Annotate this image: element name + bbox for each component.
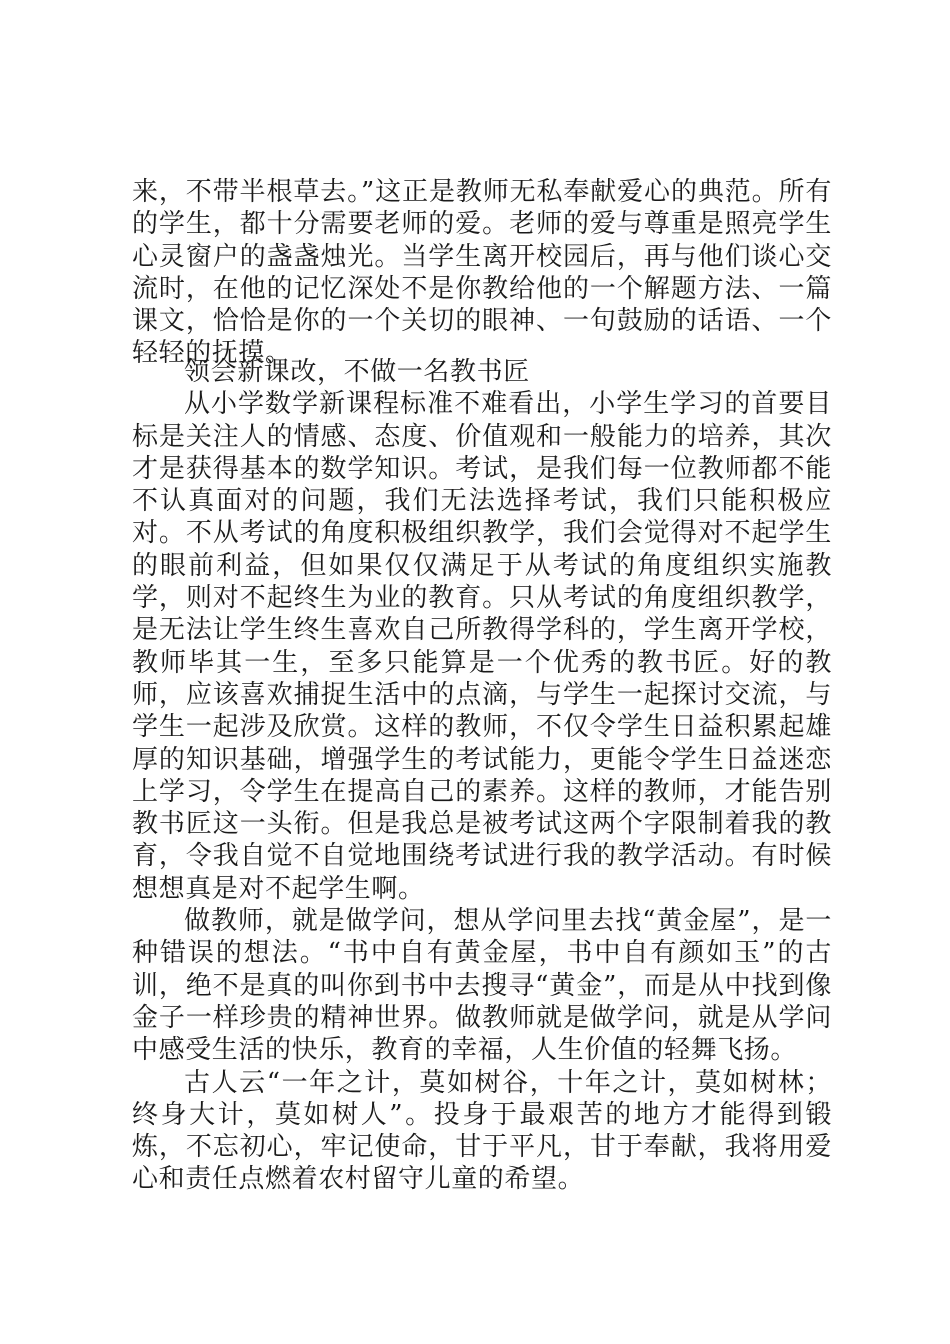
body-paragraph-2: 做教师，就是做学问，想从学问里去找“黄金屋”，是一种错误的想法。“书中自有黄金屋，书中自有颜如玉”的古训，绝不是真的叫你到书中去搜寻“黄金”，而是从中找到像金子一样珍贵的精神世界。做教师就是做学问，就是从学问中感受生活的快乐，教育的幸福，人生价值的轻舞飞扬。 [132, 906, 832, 1066]
body-paragraph-1: 从小学数学新课程标准不难看出，小学生学习的首要目标是关注人的情感、态度、价值观和一般能力的培养，其次才是获得基本的数学知识。考试，是我们每一位教师都不能不认真面对的问题，我们无法选择考试，我们只能积极应对。不从考试的角度积极组织教学，我们会觉得对不起学生的眼前利益，但如果仅仅满足于从考试的角度组织实施教学，则对不起终生为业的教育。只从考试的角度组织教学，是无法让学生终生喜欢自己所教得学科的，学生离开学校，教师毕其一生，至多只能算是一个优秀的教书匠。好的教师，应该喜欢捕捉生活中的点滴，与学生一起探讨交流，与学生一起涉及欣赏。这样的教师，不仅令学生日益积累起雄厚的知识基础，增强学生的考试能力，更能令学生日益迷恋上学习，令学生在提高自己的素养。这样的教师，才能告别教书匠这一头衔。但是我总是被考试这两个字限制着我的教育，令我自觉不自觉地围绕考试进行我的教学活动。有时候想想真是对不起学生啊。 [132, 389, 832, 904]
opening-paragraph: 来，不带半根草去。”这正是教师无私奉献爱心的典范。所有的学生，都十分需要老师的爱。老师的爱与尊重是照亮学生心灵窗户的盏盏烛光。当学生离开校园后，再与他们谈心交流时，在他的记忆深处不是你教给他的一个解题方法、一篇课文，恰恰是你的一个关切的眼神、一句鼓励的话语、一个轻轻的抚摸。 [132, 177, 832, 369]
opening-text-block [132, 176, 832, 370]
section-heading: 领会新课改，不做一名教书匠 [184, 357, 530, 387]
body-paragraph-3: 古人云“一年之计，莫如树谷，十年之计，莫如树林；终身大计，莫如树人”。投身于最艰苦的地方才能得到锻炼，不忘初心，牢记使命，甘于平凡，甘于奉献，我将用爱心和责任点燃着农村留守儿童的希望。 [132, 1067, 832, 1195]
main-text-block [132, 356, 832, 1196]
